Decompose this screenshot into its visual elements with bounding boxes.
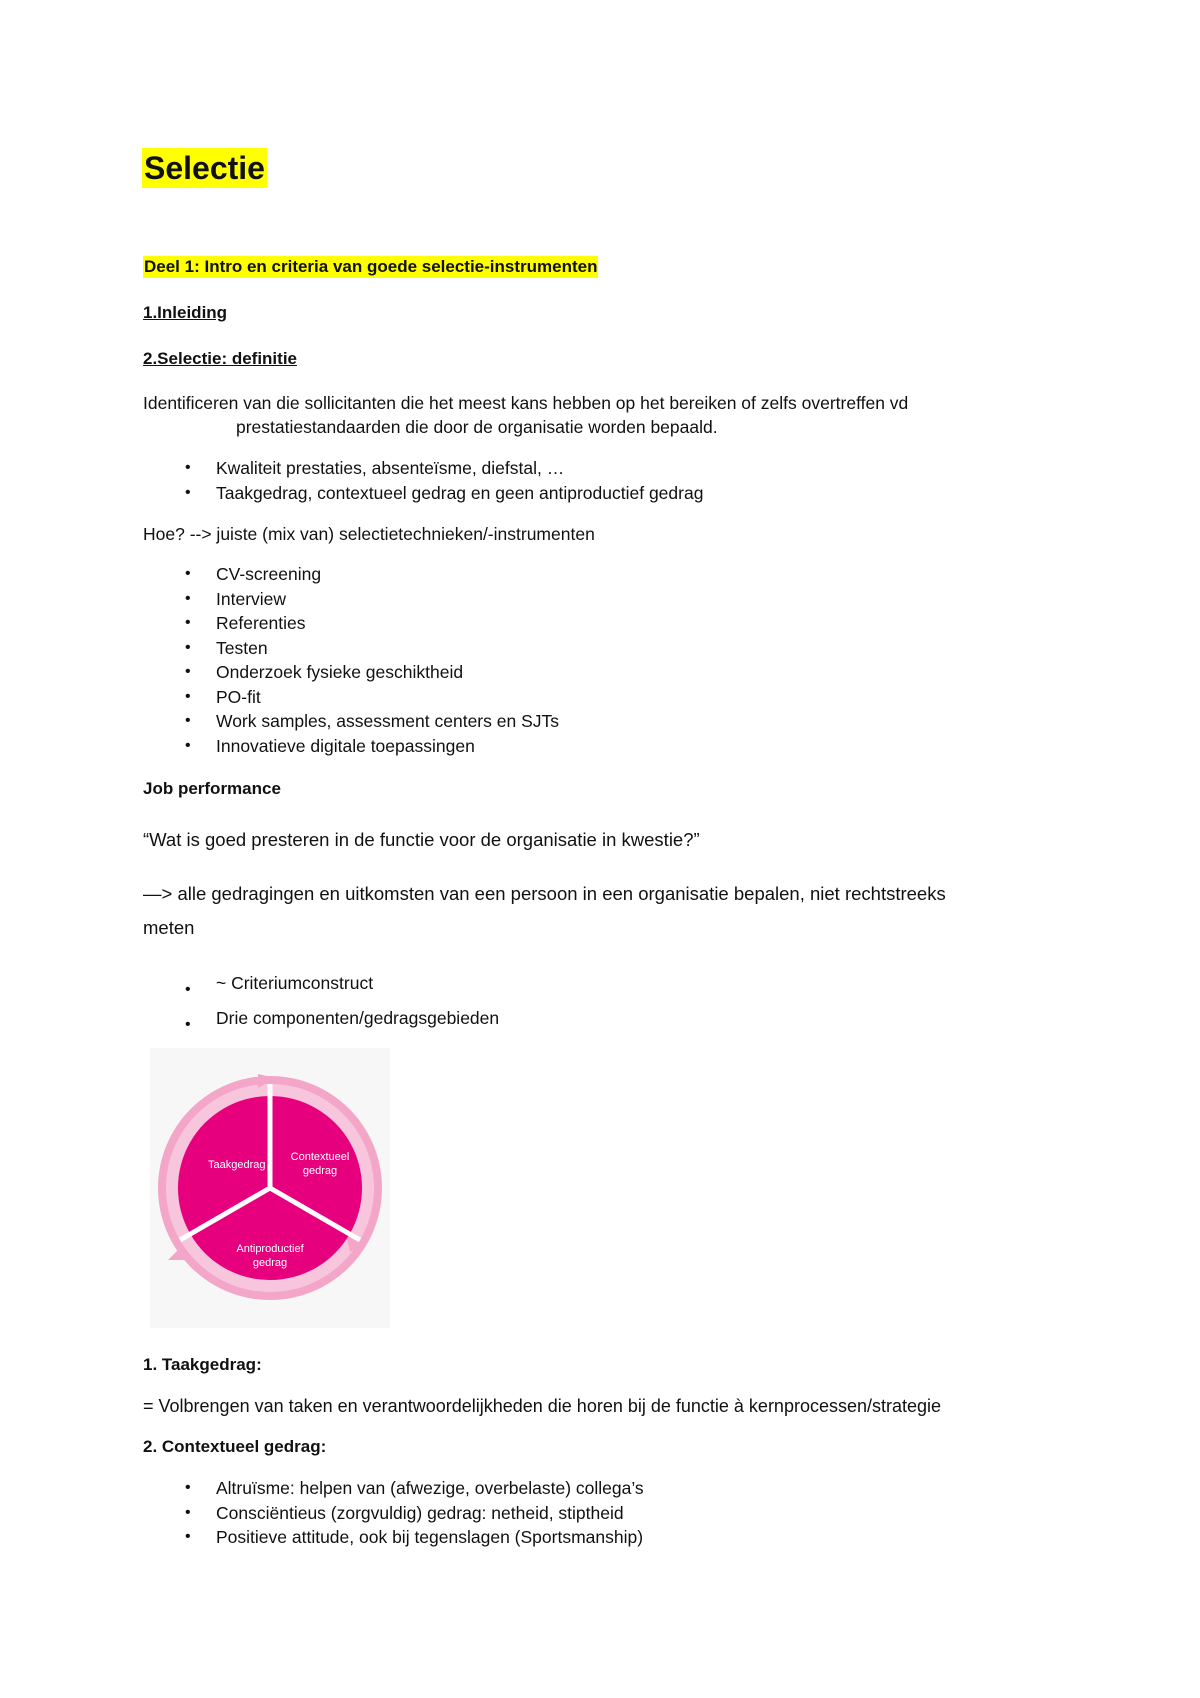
bullet-list-criteria	[143, 456, 703, 505]
list-item: • Referenties	[143, 611, 559, 636]
bullet-icon: •	[185, 1016, 191, 1033]
list-item: • Taakgedrag, contextueel gedrag en geen antiproductief gedrag	[143, 481, 703, 506]
bullet-icon: •	[185, 459, 191, 476]
label-taakgedrag: Taakgedrag	[208, 1159, 266, 1171]
definition-line-1: Identificeren van die sollicitanten die het meest kans hebben op het bereiken of zelfs overtreffen vd	[143, 393, 909, 413]
bullet-icon: •	[185, 736, 191, 754]
bullet-icon: •	[185, 981, 191, 998]
bullet-list-components	[143, 966, 499, 1036]
bullet-icon: •	[185, 712, 191, 729]
bullet-icon: •	[185, 687, 191, 705]
label-contextueel-2: gedrag	[302, 1165, 338, 1177]
list-item: • Altruïsme: helpen van (afwezige, overbelaste) collega’s	[143, 1476, 644, 1501]
bullet-icon: •	[185, 638, 191, 656]
label-antiproductief-2: gedrag	[252, 1257, 288, 1269]
list-item: • Interview	[143, 587, 559, 612]
list-item: • PO-fit	[143, 685, 559, 710]
taakgedrag-text: = Volbrengen van taken en verantwoordelijkheden die horen bij de functie à kernprocessen/strategie	[143, 1396, 942, 1416]
job-performance-heading: Job performance	[143, 779, 281, 798]
label-antiproductief-1: Antiproductief	[236, 1243, 304, 1255]
list-item: • Innovatieve digitale toepassingen	[143, 734, 559, 759]
section-heading-definitie: 2.Selectie: definitie	[143, 349, 297, 368]
bullet-icon: •	[185, 614, 191, 631]
hoe-text: Hoe? --> juiste (mix van) selectietechnieken/-instrumenten	[143, 524, 595, 544]
list-item: • Consciëntieus (zorgvuldig) gedrag: netheid, stiptheid	[143, 1501, 644, 1526]
document-title: Selectie	[144, 150, 265, 186]
bullet-icon: •	[185, 565, 191, 582]
arrow-text-line-2: meten	[143, 917, 195, 938]
bullet-list-instruments	[143, 562, 559, 758]
list-item: • ~ Criteriumconstruct	[143, 966, 499, 1001]
performance-cycle-diagram	[150, 1048, 390, 1328]
definition-line-2: prestatiestandaarden die door de organisatie worden bepaald.	[236, 417, 718, 437]
question-text: “Wat is goed presteren in de functie voor de organisatie in kwestie?”	[143, 829, 700, 850]
list-item: • Kwaliteit prestaties, absenteïsme, diefstal, …	[143, 456, 703, 481]
bullet-icon: •	[185, 1479, 191, 1496]
bullet-icon: •	[185, 1528, 191, 1545]
bullet-icon: •	[185, 589, 191, 607]
list-item: • Drie componenten/gedragsgebieden	[143, 1001, 499, 1036]
arrow-text-line-1: —> alle gedragingen en uitkomsten van een persoon in een organisatie bepalen, niet rechtstreeks	[143, 883, 946, 904]
bullet-icon: •	[185, 1503, 191, 1521]
bullet-icon: •	[185, 483, 191, 501]
list-item: • Onderzoek fysieke geschiktheid	[143, 660, 559, 685]
taakgedrag-heading: 1. Taakgedrag:	[143, 1355, 262, 1374]
list-item: • Work samples, assessment centers en SJTs	[143, 709, 559, 734]
list-item: • Positieve attitude, ook bij tegenslagen (Sportsmanship)	[143, 1525, 644, 1550]
list-item: • CV-screening	[143, 562, 559, 587]
label-contextueel-1: Contextueel	[290, 1151, 350, 1163]
contextueel-heading: 2. Contextueel gedrag:	[143, 1437, 327, 1456]
bullet-icon: •	[185, 663, 191, 680]
list-item: • Testen	[143, 636, 559, 661]
part-heading: Deel 1: Intro en criteria van goede selectie-instrumenten	[144, 257, 598, 276]
bullet-list-contextueel	[143, 1476, 644, 1550]
section-heading-inleiding: 1.Inleiding	[143, 303, 228, 322]
